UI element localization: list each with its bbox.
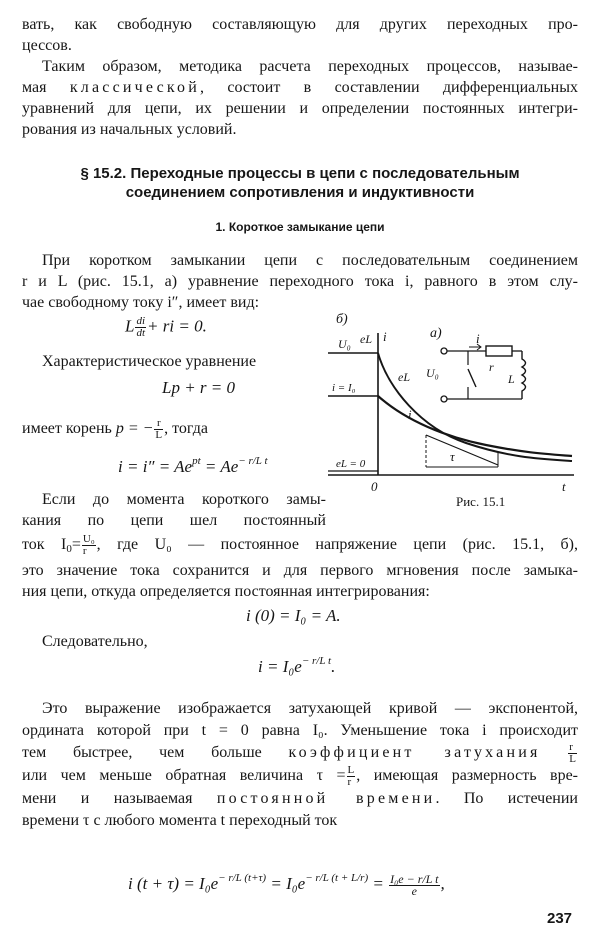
section-title-line-1: § 15.2. Переходные процессы в цепи с последовательным bbox=[80, 165, 520, 182]
eq-diff-fraction bbox=[135, 316, 146, 339]
eq-tau-exp2: − r/L (t + L/r) bbox=[305, 872, 369, 884]
fig-label-i-axis: i bbox=[383, 329, 387, 344]
circuit-label-u0: U₀ bbox=[426, 366, 439, 380]
para-decay bbox=[22, 698, 578, 832]
summary-line-2-post: , состоит в составлении дифференциальных bbox=[200, 79, 578, 96]
para2-line3-post: , где U₀ — постоянное напряжение цепи (рис. 15.1, б), bbox=[96, 536, 578, 554]
fig-label-tau: τ bbox=[450, 449, 455, 464]
subsection-title: 1. Короткое замыкание цепи bbox=[215, 220, 385, 234]
root-after: , тогда bbox=[164, 420, 208, 438]
equation-initial: i (0) = I₀ = A. bbox=[246, 606, 341, 625]
circuit-label-l: L bbox=[508, 372, 515, 386]
summary-line-4: рования из начальных условий. bbox=[22, 121, 237, 138]
summary-line-1: Таким образом, методика расчета переходных процессов, называе- bbox=[42, 58, 578, 75]
para3-line-1: Это выражение изображается затухающей кривой — экспонентой, bbox=[42, 700, 578, 717]
para1-line-1: При коротком замыкании цепи с последовательным соединением bbox=[42, 252, 578, 269]
para3-frac-rl bbox=[568, 742, 577, 765]
equation-final bbox=[258, 655, 335, 677]
eq-tau-fraction bbox=[389, 871, 439, 898]
para3-line5-pre: мени и называемая bbox=[22, 790, 217, 807]
circuit-label-r: r bbox=[489, 360, 494, 374]
para3-line4-post: , имеющая размерность вре- bbox=[356, 767, 579, 785]
summary-line-2-pre: мая bbox=[22, 79, 70, 96]
para3-line5-post: . По истечении bbox=[435, 790, 578, 807]
root-fraction bbox=[154, 418, 163, 441]
term-classical: классической bbox=[69, 79, 201, 96]
circuit-switch-blade bbox=[468, 369, 476, 387]
para1-line-2: r и L (рис. 15.1, а) уравнение переходного тока i, равного в этом слу- bbox=[22, 273, 578, 290]
intro-line-1: вать, как свободную составляющую для других переходных про- bbox=[22, 16, 578, 33]
para3-frac-rl-num: r bbox=[568, 742, 577, 754]
para3-line-5 bbox=[22, 788, 578, 810]
fig-label-el0: eL = 0 bbox=[336, 458, 366, 470]
fig-label-el-top: eL bbox=[360, 332, 372, 346]
para3-line-6: времени τ с любого момента t переходный ток bbox=[22, 812, 338, 829]
fig-label-u0: U₀ bbox=[338, 337, 351, 351]
para1-line-3: чае свободному току i″, имеет вид: bbox=[22, 294, 260, 311]
root-text bbox=[22, 418, 322, 441]
para2-line-1: Если до момента короткого замы- bbox=[42, 491, 326, 508]
fig-label-t: t bbox=[562, 479, 566, 494]
para3-line-4 bbox=[22, 765, 578, 788]
eq-tau-exp1: − r/L (t+τ) bbox=[218, 872, 267, 884]
root-num: r bbox=[154, 418, 163, 430]
eq-tau-lhs: i (t + τ) = I₀e bbox=[128, 874, 219, 893]
summary-paragraph bbox=[22, 56, 578, 140]
para3-line3-pre: тем быстрее, чем больше bbox=[22, 744, 289, 762]
intro-paragraph bbox=[22, 14, 578, 56]
circuit-terminal-top bbox=[441, 348, 447, 354]
para2-line-4: это значение тока сохранится и для первого мгновения после замыка- bbox=[22, 562, 578, 580]
eq-diff-right: + ri = 0. bbox=[147, 316, 207, 336]
eq-tau-mid: = I₀e bbox=[266, 874, 306, 893]
eq-sol-mid: = Ae bbox=[200, 457, 239, 476]
intro-line-2: цессов. bbox=[22, 37, 72, 54]
para2-line-2: кания по цепи шел постоянный bbox=[22, 512, 326, 529]
para2-line3-sub: 0 bbox=[66, 543, 72, 556]
fig-label-a: а) bbox=[430, 326, 442, 341]
para2-frac-den: r bbox=[82, 545, 87, 557]
eq-diff-den: dt bbox=[136, 327, 146, 339]
para-initial-current bbox=[22, 489, 326, 531]
circuit-terminal-bottom bbox=[441, 396, 447, 402]
root-p: p = − bbox=[115, 420, 154, 438]
figure-caption: Рис. 15.1 bbox=[456, 494, 506, 509]
eq-tau-eq: = bbox=[368, 874, 389, 893]
fig-label-el-curve: eL bbox=[398, 370, 410, 384]
circuit-label-i: i bbox=[476, 331, 480, 346]
summary-line-3: уравнений для цепи, их решении и определении постоянных интегри- bbox=[22, 100, 578, 117]
eq-sol-pt: pt bbox=[192, 455, 201, 467]
para3-frac-lr bbox=[347, 765, 356, 788]
equation-tau bbox=[128, 872, 445, 897]
eq-final-exp: − r/L t bbox=[301, 655, 332, 667]
fig-label-i-curve: i bbox=[408, 407, 412, 422]
equation-characteristic: Lp + r = 0 bbox=[162, 378, 236, 397]
eq-diff-num: di bbox=[136, 315, 146, 327]
fig-label-origin: 0 bbox=[371, 479, 378, 494]
para3-line4-pre: или чем меньше обратная величина τ = bbox=[22, 767, 346, 785]
eq-diff-left: L bbox=[125, 316, 135, 336]
summary-line-2 bbox=[22, 77, 578, 98]
page-number: 237 bbox=[547, 910, 573, 927]
equation-solution bbox=[118, 455, 268, 477]
fig-label-b: б) bbox=[336, 312, 348, 327]
para2-frac-num: U₀ bbox=[82, 533, 95, 545]
para3-frac-lr-num: L bbox=[347, 764, 355, 776]
circuit-resistor bbox=[486, 346, 512, 356]
para2-line3-pre: ток I bbox=[22, 536, 67, 554]
para3-frac-rl-den: L bbox=[569, 753, 577, 765]
circuit-inductor bbox=[522, 351, 526, 399]
eq-final-main: i = I₀e bbox=[258, 657, 302, 676]
para3-line-2: ордината которой при t = 0 равна I₀. Уменьшение тока i происходит bbox=[22, 722, 578, 739]
eq-tau-end: , bbox=[440, 874, 445, 893]
para2-line-3: ток $I_0=$ $\frac{\text{U₀}}{r}$ , где U₀ — постоянное напряжение цепи (рис. 15.1, б), bbox=[22, 533, 578, 557]
para2-fraction bbox=[82, 534, 96, 557]
eq-tau-frac-num: I₀e − r/L t bbox=[390, 871, 439, 886]
eq-final-end: . bbox=[331, 657, 336, 676]
para2-line-5: ния цепи, откуда определяется постоянная интегрирования: bbox=[22, 583, 430, 601]
term-time-constant: постоянной времени bbox=[216, 790, 436, 807]
eq-tau-frac-den: e bbox=[411, 883, 417, 898]
para-initial-current-cont bbox=[22, 534, 578, 602]
eq-sol-main: i = i″ = Ae bbox=[118, 457, 193, 476]
term-damping-coefficient: коэффициент затухания bbox=[288, 744, 541, 762]
para3-frac-lr-den: r bbox=[347, 776, 352, 788]
fig-label-i-i0: i = I₀ bbox=[332, 382, 356, 394]
section-title-line-2: соединением сопротивления и индуктивности bbox=[125, 184, 475, 201]
hence-label: Следовательно, bbox=[42, 633, 148, 650]
equation-differential bbox=[125, 316, 207, 339]
para3-line-3 bbox=[22, 742, 578, 765]
root-before: имеет корень bbox=[22, 420, 112, 438]
eq-sol-exp: − r/L t bbox=[238, 455, 268, 467]
char-eq-label: Характеристическое уравнение bbox=[42, 353, 257, 370]
root-den: L bbox=[155, 429, 163, 441]
figure-15-1 bbox=[326, 303, 586, 503]
section-title bbox=[30, 164, 570, 202]
